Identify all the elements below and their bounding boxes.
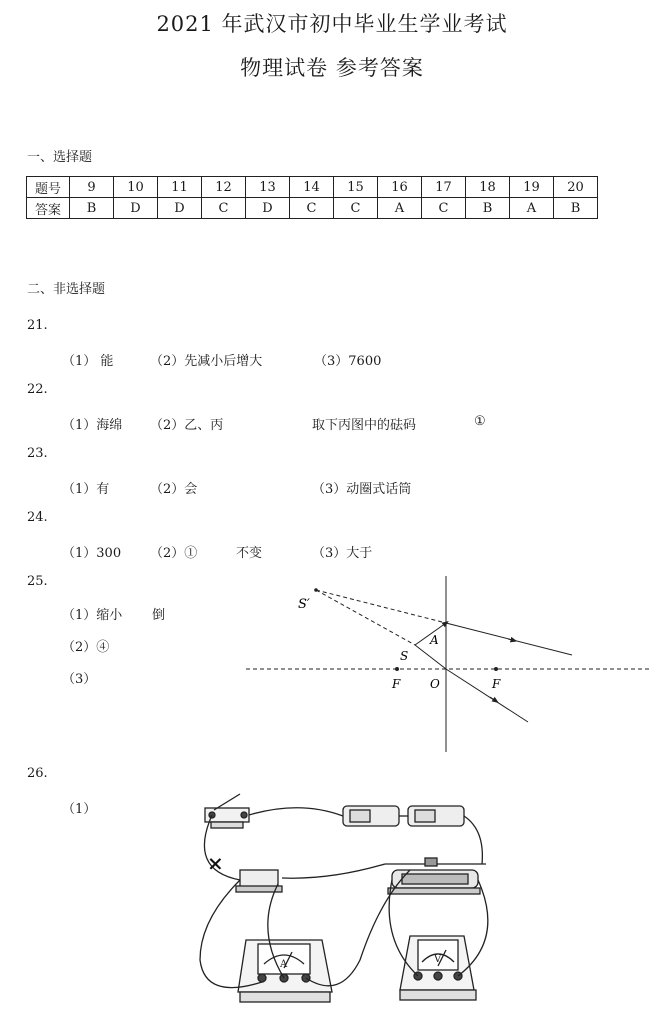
q22-answer-1: （1）海绵 xyxy=(62,418,123,433)
answer-cell: B xyxy=(466,198,510,219)
q25-answer-3: （3） xyxy=(62,672,97,687)
label-o: O xyxy=(430,677,440,691)
q25-answer-2: （2）④ xyxy=(62,640,110,655)
answer-cell: C xyxy=(290,198,334,219)
q21-answer-1: （1） 能 xyxy=(62,354,114,369)
question-number-cell: 9 xyxy=(70,177,114,198)
q24-answer-4: （3）大于 xyxy=(312,546,373,561)
switch xyxy=(205,794,249,828)
battery-pack xyxy=(343,806,464,826)
label-f-left: F xyxy=(392,677,401,691)
label-a: A xyxy=(430,633,439,647)
q23-answer-3: （3）动圈式话筒 xyxy=(312,482,412,497)
answer-cell: D xyxy=(114,198,158,219)
q24-answer-1: （1）300 xyxy=(62,546,122,561)
row-label-question: 题号 xyxy=(27,177,70,198)
q23-answer-1: （1）有 xyxy=(62,482,110,497)
answer-cell: D xyxy=(246,198,290,219)
question-number-22: 22. xyxy=(27,382,48,397)
voltmeter-label: V xyxy=(434,954,442,965)
label-s-prime: S′ xyxy=(298,597,310,612)
question-number-cell: 10 xyxy=(114,177,158,198)
label-s: S xyxy=(400,649,409,663)
answer-cell: C xyxy=(422,198,466,219)
answer-cell: B xyxy=(554,198,598,219)
question-number-cell: 14 xyxy=(290,177,334,198)
q24-answer-3: 不变 xyxy=(236,546,263,561)
question-number-cell: 20 xyxy=(554,177,598,198)
question-number-cell: 19 xyxy=(510,177,554,198)
q25-answer-1: （1）缩小 xyxy=(62,608,123,623)
section-heading-non-multiple-choice: 二、非选择题 xyxy=(27,282,106,297)
section-heading-multiple-choice: 一、选择题 xyxy=(27,150,93,165)
q22-answer-4: ① xyxy=(474,414,486,429)
answer-cell: C xyxy=(202,198,246,219)
wrong-wire-cross-mark: × xyxy=(207,851,224,875)
answer-cell: A xyxy=(378,198,422,219)
question-number-cell: 13 xyxy=(246,177,290,198)
page-title: 2021 年武汉市初中毕业生学业考试 xyxy=(156,12,508,36)
q26-answer-1: （1） xyxy=(62,802,97,817)
page-subtitle: 物理试卷 参考答案 xyxy=(240,56,424,80)
question-number-cell: 18 xyxy=(466,177,510,198)
question-number-23: 23. xyxy=(27,446,48,461)
label-f-right: F xyxy=(492,677,501,691)
question-number-cell: 16 xyxy=(378,177,422,198)
q23-answer-2: （2）会 xyxy=(150,482,198,497)
rheostat xyxy=(385,858,486,894)
answer-cell: A xyxy=(510,198,554,219)
answer-cell: D xyxy=(158,198,202,219)
question-number-24: 24. xyxy=(27,510,48,525)
q25-answer-1b: 倒 xyxy=(152,608,166,623)
question-number-26: 26. xyxy=(27,766,48,781)
q21-answer-2: （2）先减小后增大 xyxy=(150,354,263,369)
question-number-21: 21. xyxy=(27,318,48,333)
question-number-cell: 17 xyxy=(422,177,466,198)
answer-cell: B xyxy=(70,198,114,219)
question-number-25: 25. xyxy=(27,574,48,589)
ammeter xyxy=(238,940,332,1002)
row-label-answer: 答案 xyxy=(27,198,70,219)
ammeter-label: A xyxy=(280,959,288,970)
q24-answer-2: （2）① xyxy=(150,546,198,561)
voltmeter xyxy=(400,936,476,1000)
question-number-cell: 11 xyxy=(158,177,202,198)
q21-answer-3: （3）7600 xyxy=(314,354,382,369)
q22-answer-2: （2）乙、丙 xyxy=(150,418,224,433)
answer-cell: C xyxy=(334,198,378,219)
question-number-cell: 12 xyxy=(202,177,246,198)
question-number-cell: 15 xyxy=(334,177,378,198)
q22-answer-3: 取下丙图中的砝码 xyxy=(312,418,417,433)
